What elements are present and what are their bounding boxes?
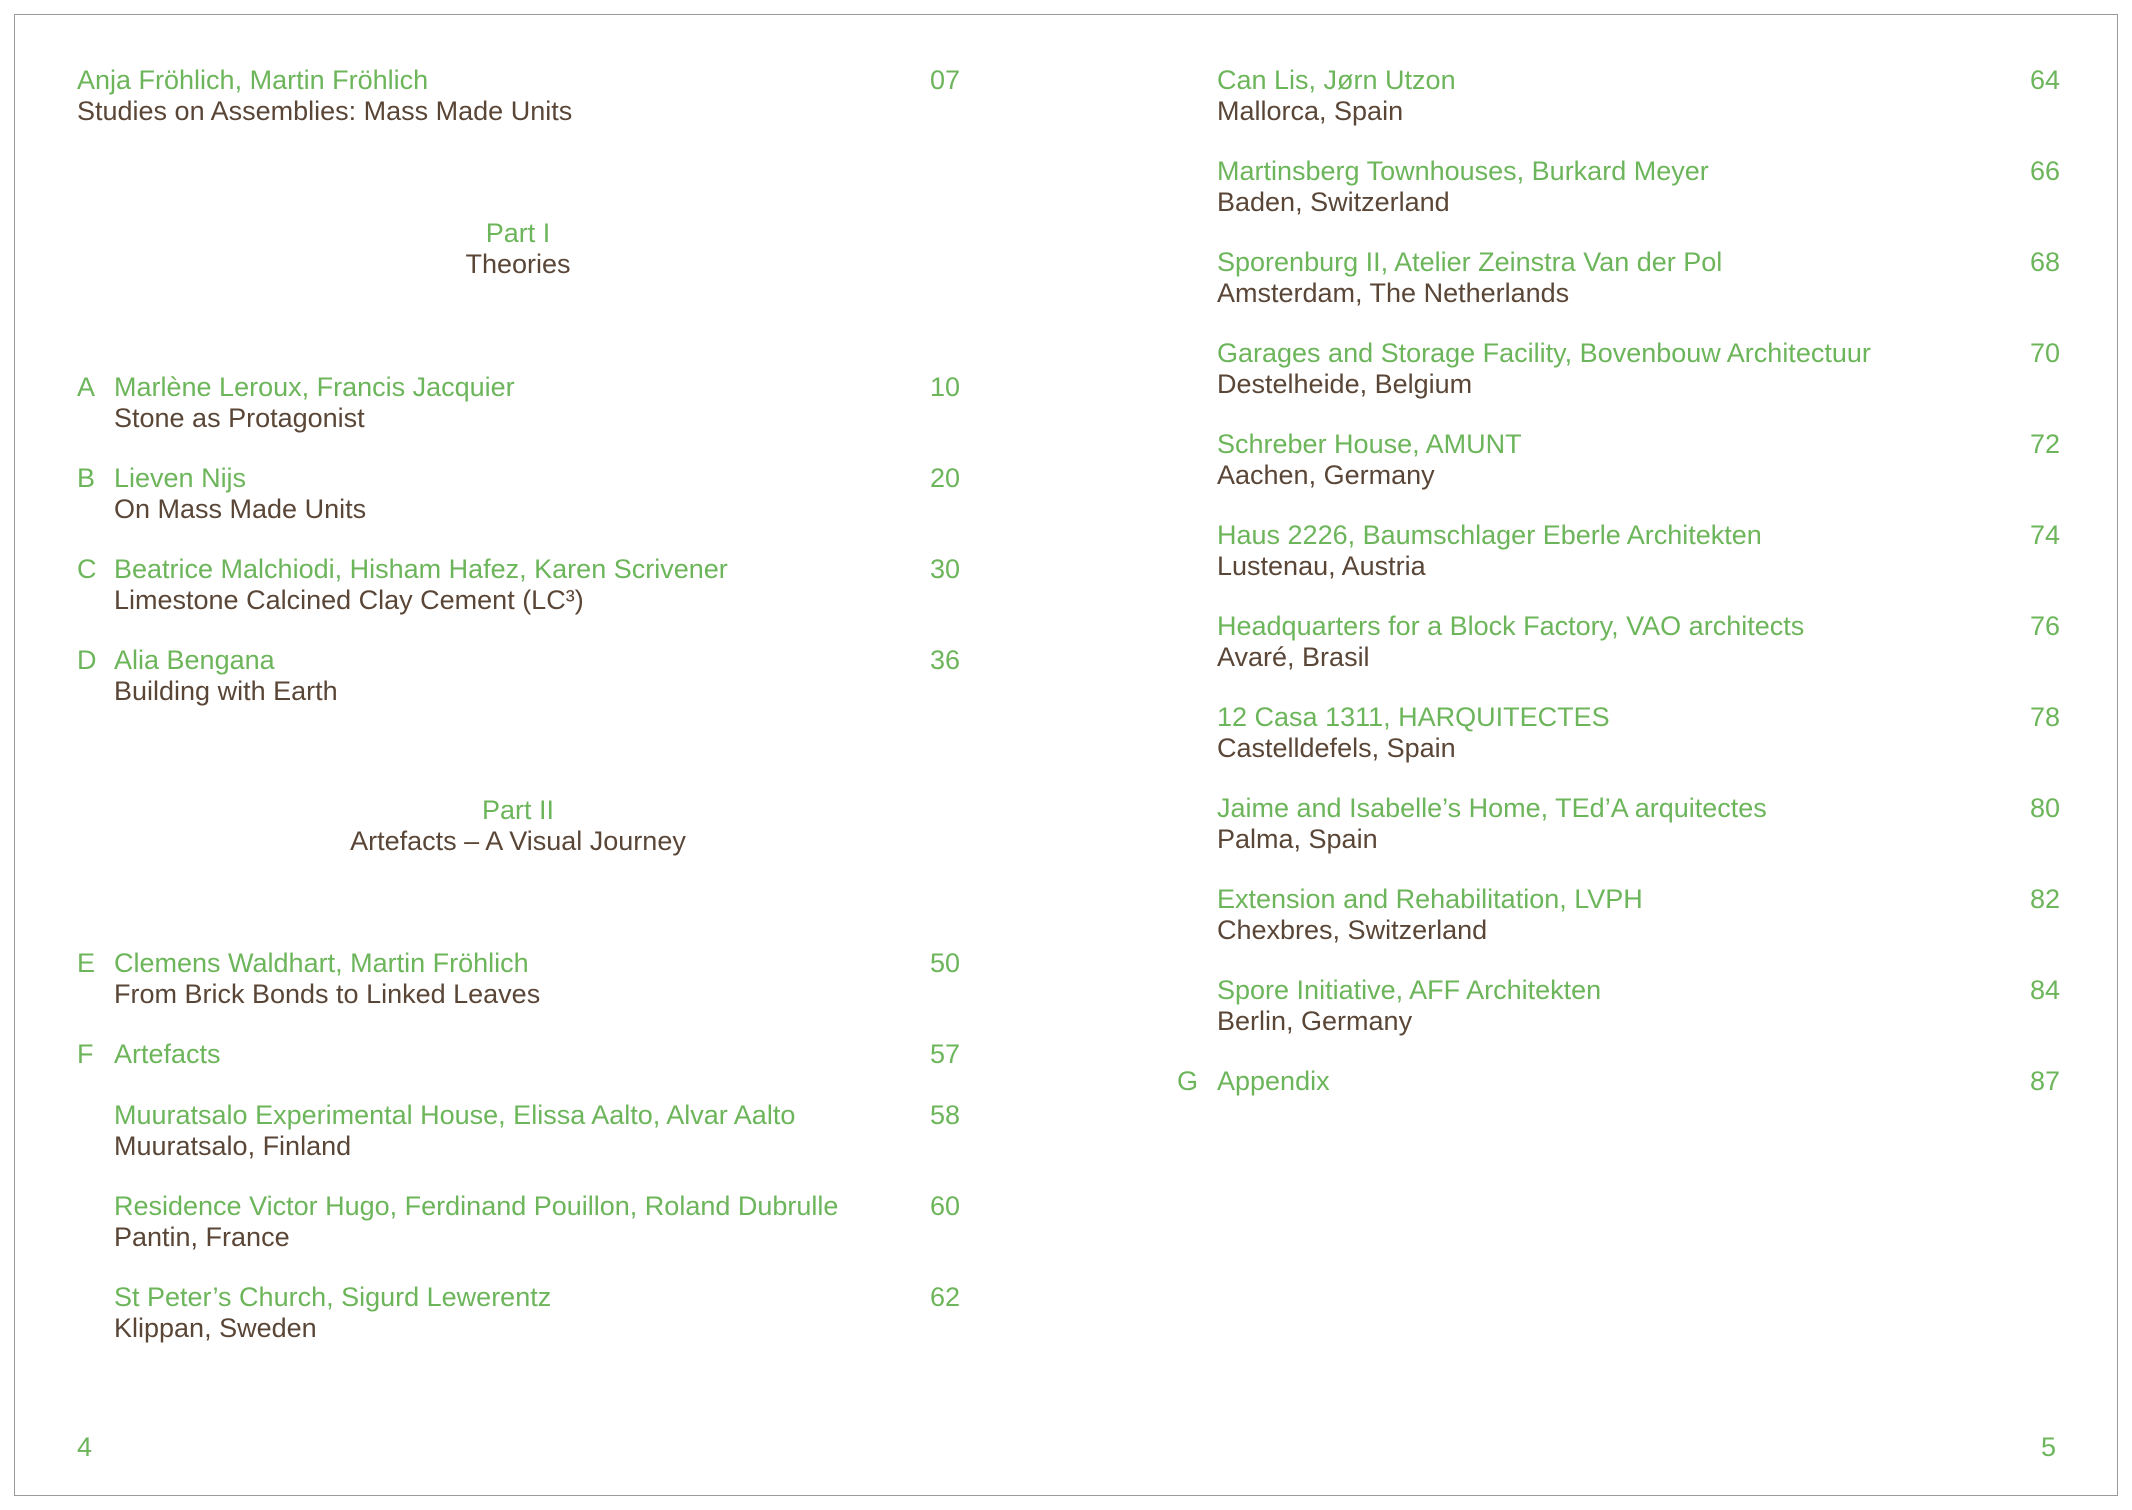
entry-title: Marlène Leroux, Francis Jacquier [114, 372, 515, 402]
toc-entry-artefact[interactable] [1217, 611, 1804, 673]
page-number: 70 [2029, 338, 2060, 368]
entry-title: Sporenburg II, Atelier Zeinstra Van der Pol [1217, 247, 1723, 277]
toc-entry-artefact[interactable] [1217, 65, 1456, 127]
part-label: Part I [485, 218, 551, 248]
toc-entry-intro[interactable] [77, 65, 572, 127]
entry-title: Jaime and Isabelle’s Home, TEd’A arquitectes [1217, 793, 1767, 823]
entry-title: St Peter’s Church, Sigurd Lewerentz [114, 1282, 552, 1312]
entry-subtitle: Berlin, Germany [1217, 1006, 1413, 1036]
toc-entry-artefact[interactable] [1217, 884, 1643, 946]
entry-title: Clemens Waldhart, Martin Fröhlich [114, 948, 529, 978]
section-letter: B [77, 463, 96, 493]
page-number: 82 [2029, 884, 2060, 914]
entry-subtitle: Building with Earth [114, 676, 338, 706]
entry-title: Can Lis, Jørn Utzon [1217, 65, 1456, 95]
toc-entry-artefact[interactable] [114, 1282, 551, 1344]
page-number: 68 [2029, 247, 2060, 277]
page-number: 58 [929, 1100, 960, 1130]
toc-entry-a[interactable] [114, 372, 515, 434]
part-heading-2 [168, 795, 868, 857]
section-letter: E [77, 948, 96, 978]
entry-subtitle: Pantin, France [114, 1222, 290, 1252]
toc-entry-b[interactable] [114, 463, 366, 525]
toc-entry-f[interactable] [114, 1039, 221, 1070]
entry-title: Artefacts [114, 1039, 221, 1069]
toc-entry-e[interactable] [114, 948, 540, 1010]
page-number: 20 [929, 463, 960, 493]
entry-subtitle: Avaré, Brasil [1217, 642, 1370, 672]
entry-subtitle: Muuratsalo, Finland [114, 1131, 352, 1161]
page-number: 72 [2029, 429, 2060, 459]
section-letter: C [77, 554, 97, 584]
entry-subtitle: Destelheide, Belgium [1217, 369, 1473, 399]
entry-subtitle: Aachen, Germany [1217, 460, 1435, 490]
entry-subtitle: Klippan, Sweden [114, 1313, 317, 1343]
entry-title: 12 Casa 1311, HARQUITECTES [1217, 702, 1610, 732]
entry-subtitle: Amsterdam, The Netherlands [1217, 278, 1570, 308]
page-number: 80 [2029, 793, 2060, 823]
page-number: 30 [929, 554, 960, 584]
entry-subtitle: Limestone Calcined Clay Cement (LC³) [114, 585, 584, 615]
entry-subtitle: On Mass Made Units [114, 494, 367, 524]
toc-entry-artefact[interactable] [1217, 338, 1871, 400]
part-heading-1 [168, 218, 868, 280]
entry-title: Lieven Nijs [114, 463, 247, 493]
section-letter: G [1177, 1066, 1199, 1096]
page-number: 50 [929, 948, 960, 978]
entry-subtitle: Palma, Spain [1217, 824, 1378, 854]
toc-entry-artefact[interactable] [114, 1191, 838, 1253]
part-name: Artefacts – A Visual Journey [350, 826, 686, 856]
toc-entry-artefact[interactable] [114, 1100, 795, 1162]
entry-title: Garages and Storage Facility, Bovenbouw Architectuur [1217, 338, 1871, 368]
page-number: 78 [2029, 702, 2060, 732]
section-letter: A [77, 372, 96, 402]
entry-subtitle: Baden, Switzerland [1217, 187, 1450, 217]
folio-left: 4 [77, 1432, 93, 1462]
page-number: 10 [929, 372, 960, 402]
page-number: 87 [2029, 1066, 2060, 1096]
entry-title: Alia Bengana [114, 645, 275, 675]
toc-entry-artefact[interactable] [1217, 156, 1709, 218]
toc-entry-artefact[interactable] [1217, 793, 1767, 855]
toc-entry-d[interactable] [114, 645, 338, 707]
page-number: 60 [929, 1191, 960, 1221]
entry-title: Appendix [1217, 1066, 1330, 1096]
entry-title: Residence Victor Hugo, Ferdinand Pouillon, Roland Dubrulle [114, 1191, 839, 1221]
entry-title: Haus 2226, Baumschlager Eberle Architekten [1217, 520, 1762, 550]
entry-title: Martinsberg Townhouses, Burkard Meyer [1217, 156, 1709, 186]
entry-title: Anja Fröhlich, Martin Fröhlich [77, 65, 429, 95]
page-number: 07 [929, 65, 960, 95]
part-name: Theories [465, 249, 571, 279]
entry-subtitle: Lustenau, Austria [1217, 551, 1426, 581]
entry-title: Extension and Rehabilitation, LVPH [1217, 884, 1643, 914]
entry-title: Beatrice Malchiodi, Hisham Hafez, Karen Scrivener [114, 554, 728, 584]
section-letter: D [77, 645, 97, 675]
entry-subtitle: Chexbres, Switzerland [1217, 915, 1488, 945]
page-number: 36 [929, 645, 960, 675]
page-number: 76 [2029, 611, 2060, 641]
toc-entry-artefact[interactable] [1217, 429, 1522, 491]
toc-entry-artefact[interactable] [1217, 247, 1722, 309]
entry-subtitle: Castelldefels, Spain [1217, 733, 1456, 763]
page-number: 66 [2029, 156, 2060, 186]
toc-entry-artefact[interactable] [1217, 520, 1762, 582]
toc-entry-c[interactable] [114, 554, 728, 616]
entry-subtitle: Studies on Assemblies: Mass Made Units [77, 96, 573, 126]
page-number: 74 [2029, 520, 2060, 550]
entry-subtitle: Stone as Protagonist [114, 403, 365, 433]
entry-title: Headquarters for a Block Factory, VAO architects [1217, 611, 1805, 641]
entry-title: Spore Initiative, AFF Architekten [1217, 975, 1602, 1005]
folio-right: 5 [2041, 1432, 2057, 1462]
page-number: 64 [2029, 65, 2060, 95]
entry-subtitle: Mallorca, Spain [1217, 96, 1404, 126]
toc-entry-g[interactable] [1217, 1066, 1330, 1097]
section-letter: F [77, 1039, 94, 1069]
page-number: 57 [929, 1039, 960, 1069]
entry-title: Schreber House, AMUNT [1217, 429, 1522, 459]
part-label: Part II [481, 795, 555, 825]
toc-entry-artefact[interactable] [1217, 975, 1601, 1037]
page-number: 84 [2029, 975, 2060, 1005]
entry-subtitle: From Brick Bonds to Linked Leaves [114, 979, 541, 1009]
toc-entry-artefact[interactable] [1217, 702, 1610, 764]
page-number: 62 [929, 1282, 960, 1312]
entry-title: Muuratsalo Experimental House, Elissa Aalto, Alvar Aalto [114, 1100, 796, 1130]
